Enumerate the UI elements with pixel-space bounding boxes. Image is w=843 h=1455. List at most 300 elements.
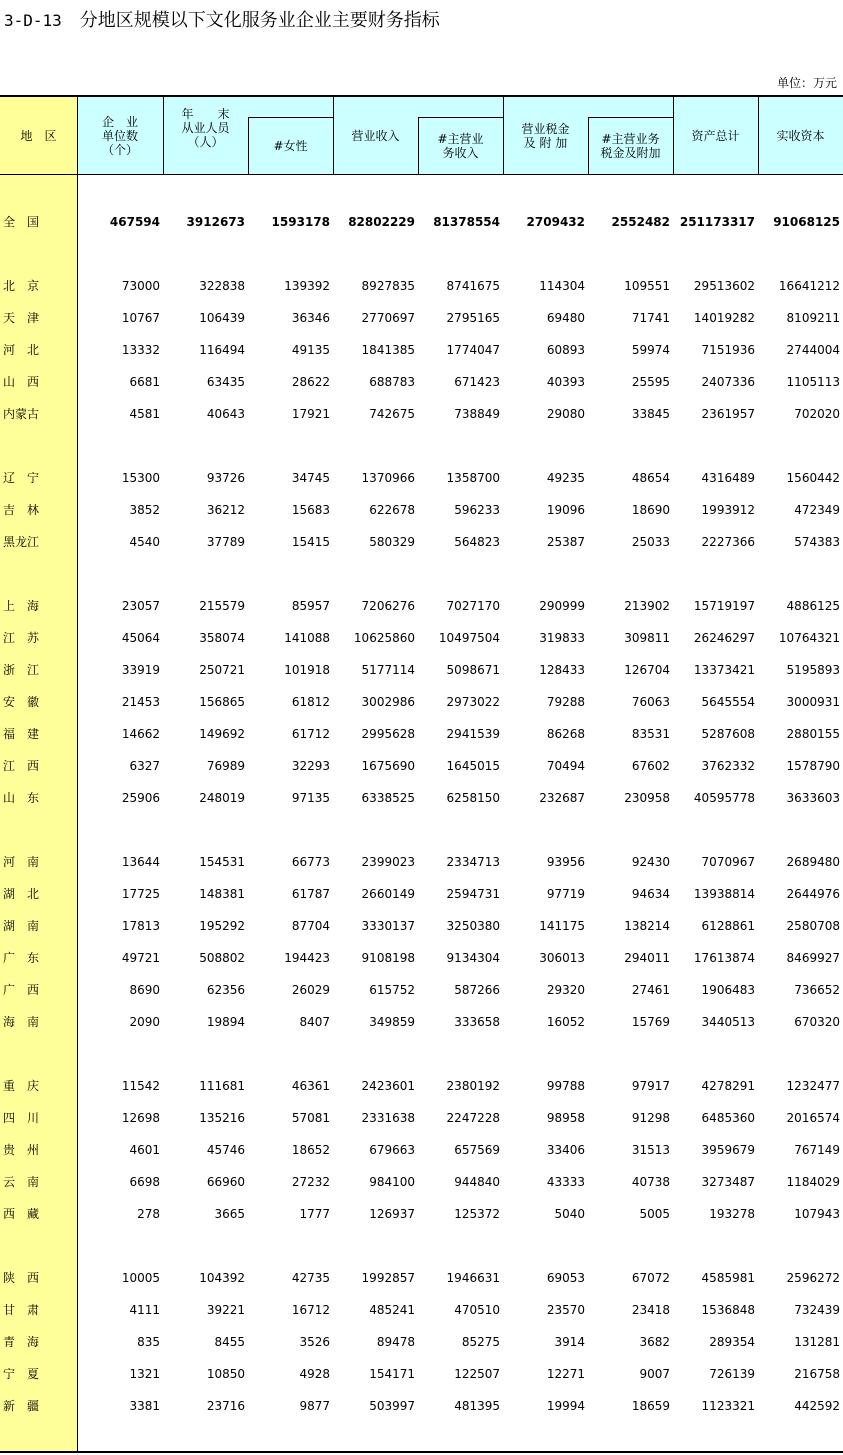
data-cell: 97917	[631, 1079, 670, 1093]
data-cell: 2090	[129, 1015, 160, 1029]
data-cell: 71741	[631, 311, 670, 325]
data-cell: 139392	[284, 279, 330, 293]
data-cell: 11542	[121, 1079, 160, 1093]
header-subdivider	[418, 117, 419, 174]
data-cell: 472349	[794, 503, 840, 517]
data-cell: 1560442	[786, 471, 840, 485]
header-units: 企 业 单位数 （个）	[101, 114, 138, 157]
header-subrule	[248, 117, 333, 118]
data-cell: 2795165	[446, 311, 500, 325]
data-cell: 126704	[624, 663, 670, 677]
header-tax: 营业税金 及 附 加	[521, 121, 570, 150]
data-cell: 101918	[284, 663, 330, 677]
data-cell: 27461	[631, 983, 670, 997]
data-cell: 76989	[206, 759, 245, 773]
data-cell: 8741675	[446, 279, 500, 293]
region-name: 贵 州	[3, 1143, 40, 1157]
data-cell: 1123321	[701, 1399, 755, 1413]
region-name: 江 苏	[3, 631, 40, 645]
data-cell: 4581	[129, 407, 160, 421]
data-cell: 230958	[624, 791, 670, 805]
data-cell: 3914	[554, 1335, 585, 1349]
data-cell: 9108198	[361, 951, 415, 965]
header-region: 地 区	[20, 128, 57, 143]
data-cell: 122507	[454, 1367, 500, 1381]
data-cell: 7027170	[446, 599, 500, 613]
data-cell: 7206276	[361, 599, 415, 613]
data-cell: 4111	[129, 1303, 160, 1317]
data-cell: 67602	[631, 759, 670, 773]
data-cell: 306013	[539, 951, 585, 965]
data-cell: 154171	[369, 1367, 415, 1381]
data-cell: 3762332	[701, 759, 755, 773]
region-name: 浙 江	[3, 663, 40, 677]
data-cell: 2552482	[611, 215, 670, 229]
data-cell: 18652	[291, 1143, 330, 1157]
data-cell: 1992857	[361, 1271, 415, 1285]
data-cell: 289354	[709, 1335, 755, 1349]
data-cell: 10625860	[353, 631, 415, 645]
data-cell: 111681	[199, 1079, 245, 1093]
data-cell: 2361957	[701, 407, 755, 421]
data-cell: 154531	[199, 855, 245, 869]
data-cell: 135216	[199, 1111, 245, 1125]
data-cell: 2744004	[786, 343, 840, 357]
data-cell: 128433	[539, 663, 585, 677]
data-cell: 149692	[199, 727, 245, 741]
data-cell: 19994	[546, 1399, 585, 1413]
region-name: 云 南	[3, 1175, 40, 1189]
data-cell: 87704	[291, 919, 330, 933]
data-cell: 15415	[291, 535, 330, 549]
data-cell: 6258150	[446, 791, 500, 805]
data-cell: 10850	[206, 1367, 245, 1381]
data-cell: 10767	[121, 311, 160, 325]
data-cell: 1645015	[446, 759, 500, 773]
data-cell: 107943	[794, 1207, 840, 1221]
region-name: 安 徽	[3, 695, 40, 709]
data-cell: 17725	[121, 887, 160, 901]
data-cell: 15300	[121, 471, 160, 485]
data-cell: 6327	[129, 759, 160, 773]
data-cell: 3526	[299, 1335, 330, 1349]
region-name: 吉 林	[3, 503, 40, 517]
data-cell: 333658	[454, 1015, 500, 1029]
data-cell: 9877	[299, 1399, 330, 1413]
region-name: 黑龙江	[3, 535, 40, 549]
header-employees: 年 末 从业人员 （人）	[181, 107, 230, 149]
data-cell: 6338525	[361, 791, 415, 805]
region-name: 江 西	[3, 759, 40, 773]
data-cell: 15719197	[693, 599, 755, 613]
table-title: 分地区规模以下文化服务业企业主要财务指标	[79, 10, 440, 31]
data-cell: 767149	[794, 1143, 840, 1157]
data-cell: 702020	[794, 407, 840, 421]
data-cell: 79288	[546, 695, 585, 709]
data-cell: 4278291	[701, 1079, 755, 1093]
data-cell: 27232	[291, 1175, 330, 1189]
region-name: 甘 肃	[3, 1303, 40, 1317]
data-cell: 670320	[794, 1015, 840, 1029]
data-cell: 2770697	[361, 311, 415, 325]
region-name: 河 北	[3, 343, 40, 357]
data-cell: 615752	[369, 983, 415, 997]
data-cell: 31513	[631, 1143, 670, 1157]
data-cell: 4601	[129, 1143, 160, 1157]
data-cell: 85275	[461, 1335, 500, 1349]
data-cell: 33406	[546, 1143, 585, 1157]
data-cell: 349859	[369, 1015, 415, 1029]
data-cell: 116494	[199, 343, 245, 357]
region-name: 陕 西	[3, 1271, 40, 1285]
data-cell: 97719	[546, 887, 585, 901]
region-name: 湖 南	[3, 919, 40, 933]
data-cell: 2689480	[786, 855, 840, 869]
region-name: 广 西	[3, 983, 40, 997]
header-revenue: 营业收入	[351, 128, 400, 143]
data-cell: 4928	[299, 1367, 330, 1381]
data-cell: 13938814	[693, 887, 755, 901]
data-cell: 3250380	[446, 919, 500, 933]
data-cell: 5287608	[701, 727, 755, 741]
data-cell: 1536848	[701, 1303, 755, 1317]
data-cell: 4540	[129, 535, 160, 549]
region-name: 青 海	[3, 1335, 40, 1349]
data-cell: 309811	[624, 631, 670, 645]
data-cell: 40393	[546, 375, 585, 389]
header-subdivider	[588, 117, 589, 174]
data-cell: 13644	[121, 855, 160, 869]
header-divider	[333, 97, 334, 174]
data-cell: 726139	[709, 1367, 755, 1381]
data-cell: 1906483	[701, 983, 755, 997]
data-cell: 1370966	[361, 471, 415, 485]
data-cell: 319833	[539, 631, 585, 645]
data-cell: 69480	[546, 311, 585, 325]
data-cell: 114304	[539, 279, 585, 293]
data-cell: 85957	[291, 599, 330, 613]
data-cell: 36212	[206, 503, 245, 517]
data-cell: 1105113	[786, 375, 840, 389]
data-cell: 984100	[369, 1175, 415, 1189]
data-cell: 49721	[121, 951, 160, 965]
data-cell: 12698	[121, 1111, 160, 1125]
header-divider	[758, 97, 759, 174]
data-cell: 2247228	[446, 1111, 500, 1125]
bottom-rule	[0, 1451, 843, 1453]
region-name: 重 庆	[3, 1079, 40, 1093]
data-cell: 1184029	[786, 1175, 840, 1189]
data-cell: 8690	[129, 983, 160, 997]
data-cell: 15683	[291, 503, 330, 517]
unit-label: 单位：万元	[776, 76, 837, 90]
page-title	[4, 6, 440, 32]
data-cell: 195292	[199, 919, 245, 933]
header-subrule	[418, 117, 503, 118]
data-cell: 2227366	[701, 535, 755, 549]
data-cell: 34745	[291, 471, 330, 485]
data-cell: 6681	[129, 375, 160, 389]
header-divider	[673, 97, 674, 174]
data-cell: 2596272	[786, 1271, 840, 1285]
data-cell: 564823	[454, 535, 500, 549]
data-cell: 944840	[454, 1175, 500, 1189]
data-cell: 97135	[291, 791, 330, 805]
data-cell: 442592	[794, 1399, 840, 1413]
data-cell: 251173317	[679, 215, 755, 229]
data-cell: 742675	[369, 407, 415, 421]
data-cell: 61712	[291, 727, 330, 741]
data-cell: 57081	[291, 1111, 330, 1125]
data-cell: 18690	[631, 503, 670, 517]
data-cell: 18659	[631, 1399, 670, 1413]
header-assets: 资产总计	[691, 128, 740, 143]
data-cell: 81378554	[433, 215, 500, 229]
data-cell: 32293	[291, 759, 330, 773]
data-cell: 26246297	[693, 631, 755, 645]
data-cell: 10005	[121, 1271, 160, 1285]
region-name: 福 建	[3, 727, 40, 741]
region-name: 广 东	[3, 951, 40, 965]
data-cell: 25595	[631, 375, 670, 389]
data-cell: 294011	[624, 951, 670, 965]
data-cell: 138214	[624, 919, 670, 933]
data-cell: 126937	[369, 1207, 415, 1221]
data-cell: 6485360	[701, 1111, 755, 1125]
data-cell: 2399023	[361, 855, 415, 869]
region-name: 西 藏	[3, 1207, 40, 1221]
data-cell: 25033	[631, 535, 670, 549]
data-cell: 46361	[291, 1079, 330, 1093]
data-cell: 141088	[284, 631, 330, 645]
data-cell: 66773	[291, 855, 330, 869]
data-cell: 1777	[299, 1207, 330, 1221]
data-cell: 2580708	[786, 919, 840, 933]
region-name: 北 京	[3, 279, 40, 293]
data-cell: 1358700	[446, 471, 500, 485]
data-cell: 2380192	[446, 1079, 500, 1093]
data-cell: 21453	[121, 695, 160, 709]
data-cell: 485241	[369, 1303, 415, 1317]
data-cell: 2016574	[786, 1111, 840, 1125]
data-cell: 104392	[199, 1271, 245, 1285]
data-cell: 3852	[129, 503, 160, 517]
data-cell: 148381	[199, 887, 245, 901]
data-cell: 9134304	[446, 951, 500, 965]
data-cell: 4886125	[786, 599, 840, 613]
data-cell: 3912673	[186, 215, 245, 229]
data-cell: 2880155	[786, 727, 840, 741]
data-cell: 33919	[121, 663, 160, 677]
data-cell: 45064	[121, 631, 160, 645]
data-cell: 29080	[546, 407, 585, 421]
region-name: 湖 北	[3, 887, 40, 901]
data-cell: 2407336	[701, 375, 755, 389]
data-cell: 29320	[546, 983, 585, 997]
data-cell: 40643	[206, 407, 245, 421]
region-name: 河 南	[3, 855, 40, 869]
data-cell: 3440513	[701, 1015, 755, 1029]
data-cell: 23570	[546, 1303, 585, 1317]
data-cell: 63435	[206, 375, 245, 389]
data-cell: 5177114	[361, 663, 415, 677]
data-cell: 99788	[546, 1079, 585, 1093]
data-cell: 48654	[631, 471, 670, 485]
data-cell: 5195893	[786, 663, 840, 677]
data-cell: 14019282	[693, 311, 755, 325]
data-cell: 156865	[199, 695, 245, 709]
data-cell: 91298	[631, 1111, 670, 1125]
data-cell: 42735	[291, 1271, 330, 1285]
data-cell: 1232477	[786, 1079, 840, 1093]
data-cell: 736652	[794, 983, 840, 997]
data-cell: 49235	[546, 471, 585, 485]
data-cell: 835	[137, 1335, 160, 1349]
header-rule	[0, 174, 843, 175]
data-cell: 33845	[631, 407, 670, 421]
data-cell: 5040	[554, 1207, 585, 1221]
data-cell: 10764321	[778, 631, 840, 645]
data-cell: 131281	[794, 1335, 840, 1349]
region-name: 海 南	[3, 1015, 40, 1029]
data-cell: 2644976	[786, 887, 840, 901]
data-cell: 3330137	[361, 919, 415, 933]
data-cell: 1993912	[701, 503, 755, 517]
data-cell: 3665	[214, 1207, 245, 1221]
region-divider	[77, 97, 78, 1451]
data-cell: 2334713	[446, 855, 500, 869]
data-cell: 7070967	[701, 855, 755, 869]
data-cell: 36346	[291, 311, 330, 325]
data-cell: 40595778	[693, 791, 755, 805]
data-cell: 49135	[291, 343, 330, 357]
header-main-revenue: #主营业 务收入	[437, 131, 484, 160]
data-cell: 92430	[631, 855, 670, 869]
data-cell: 688783	[369, 375, 415, 389]
region-name: 山 东	[3, 791, 40, 805]
data-cell: 657569	[454, 1143, 500, 1157]
data-cell: 73000	[121, 279, 160, 293]
data-cell: 66960	[206, 1175, 245, 1189]
data-cell: 6698	[129, 1175, 160, 1189]
data-cell: 125372	[454, 1207, 500, 1221]
data-cell: 322838	[199, 279, 245, 293]
data-cell: 3633603	[786, 791, 840, 805]
data-cell: 37789	[206, 535, 245, 549]
data-cell: 580329	[369, 535, 415, 549]
data-cell: 17921	[291, 407, 330, 421]
data-cell: 67072	[631, 1271, 670, 1285]
data-cell: 6128861	[701, 919, 755, 933]
data-cell: 1578790	[786, 759, 840, 773]
data-cell: 232687	[539, 791, 585, 805]
data-cell: 83531	[631, 727, 670, 741]
data-cell: 5005	[639, 1207, 670, 1221]
data-cell: 738849	[454, 407, 500, 421]
data-cell: 194423	[284, 951, 330, 965]
data-cell: 98958	[546, 1111, 585, 1125]
data-cell: 141175	[539, 919, 585, 933]
data-cell: 12271	[546, 1367, 585, 1381]
data-cell: 69053	[546, 1271, 585, 1285]
data-cell: 93726	[206, 471, 245, 485]
data-cell: 470510	[454, 1303, 500, 1317]
data-cell: 16641212	[778, 279, 840, 293]
table-code: 3-D-13	[4, 11, 62, 30]
data-cell: 1946631	[446, 1271, 500, 1285]
data-cell: 732439	[794, 1303, 840, 1317]
data-cell: 2709432	[526, 215, 585, 229]
data-cell: 2995628	[361, 727, 415, 741]
data-cell: 5645554	[701, 695, 755, 709]
data-cell: 15769	[631, 1015, 670, 1029]
data-cell: 23418	[631, 1303, 670, 1317]
data-cell: 216758	[794, 1367, 840, 1381]
header-capital: 实收资本	[776, 128, 825, 143]
data-cell: 94634	[631, 887, 670, 901]
data-cell: 106439	[199, 311, 245, 325]
region-name: 全 国	[3, 215, 40, 229]
region-name: 山 西	[3, 375, 40, 389]
data-cell: 45746	[206, 1143, 245, 1157]
data-cell: 82802229	[348, 215, 415, 229]
data-cell: 358074	[199, 631, 245, 645]
data-cell: 40738	[631, 1175, 670, 1189]
data-cell: 23057	[121, 599, 160, 613]
data-cell: 13332	[121, 343, 160, 357]
data-cell: 679663	[369, 1143, 415, 1157]
data-cell: 26029	[291, 983, 330, 997]
data-cell: 467594	[109, 215, 160, 229]
data-cell: 2941539	[446, 727, 500, 741]
data-cell: 503997	[369, 1399, 415, 1413]
data-cell: 61812	[291, 695, 330, 709]
top-rule	[0, 95, 843, 97]
header-female: #女性	[273, 138, 308, 153]
data-cell: 596233	[454, 503, 500, 517]
data-cell: 2594731	[446, 887, 500, 901]
data-cell: 278	[137, 1207, 160, 1221]
data-cell: 481395	[454, 1399, 500, 1413]
data-cell: 3002986	[361, 695, 415, 709]
region-name: 宁 夏	[3, 1367, 40, 1381]
data-cell: 1593178	[271, 215, 330, 229]
data-cell: 1675690	[361, 759, 415, 773]
data-cell: 2423601	[361, 1079, 415, 1093]
data-cell: 8455	[214, 1335, 245, 1349]
data-cell: 62356	[206, 983, 245, 997]
data-cell: 3273487	[701, 1175, 755, 1189]
data-cell: 3381	[129, 1399, 160, 1413]
data-cell: 39221	[206, 1303, 245, 1317]
data-cell: 587266	[454, 983, 500, 997]
data-cell: 250721	[199, 663, 245, 677]
data-cell: 1841385	[361, 343, 415, 357]
data-cell: 1321	[129, 1367, 160, 1381]
data-cell: 7151936	[701, 343, 755, 357]
data-cell: 9007	[639, 1367, 670, 1381]
data-cell: 91068125	[773, 215, 840, 229]
data-cell: 16712	[291, 1303, 330, 1317]
data-cell: 93956	[546, 855, 585, 869]
data-cell: 25906	[121, 791, 160, 805]
data-cell: 2660149	[361, 887, 415, 901]
data-cell: 70494	[546, 759, 585, 773]
data-cell: 671423	[454, 375, 500, 389]
data-cell: 14662	[121, 727, 160, 741]
header-subdivider	[248, 117, 249, 174]
data-cell: 8927835	[361, 279, 415, 293]
